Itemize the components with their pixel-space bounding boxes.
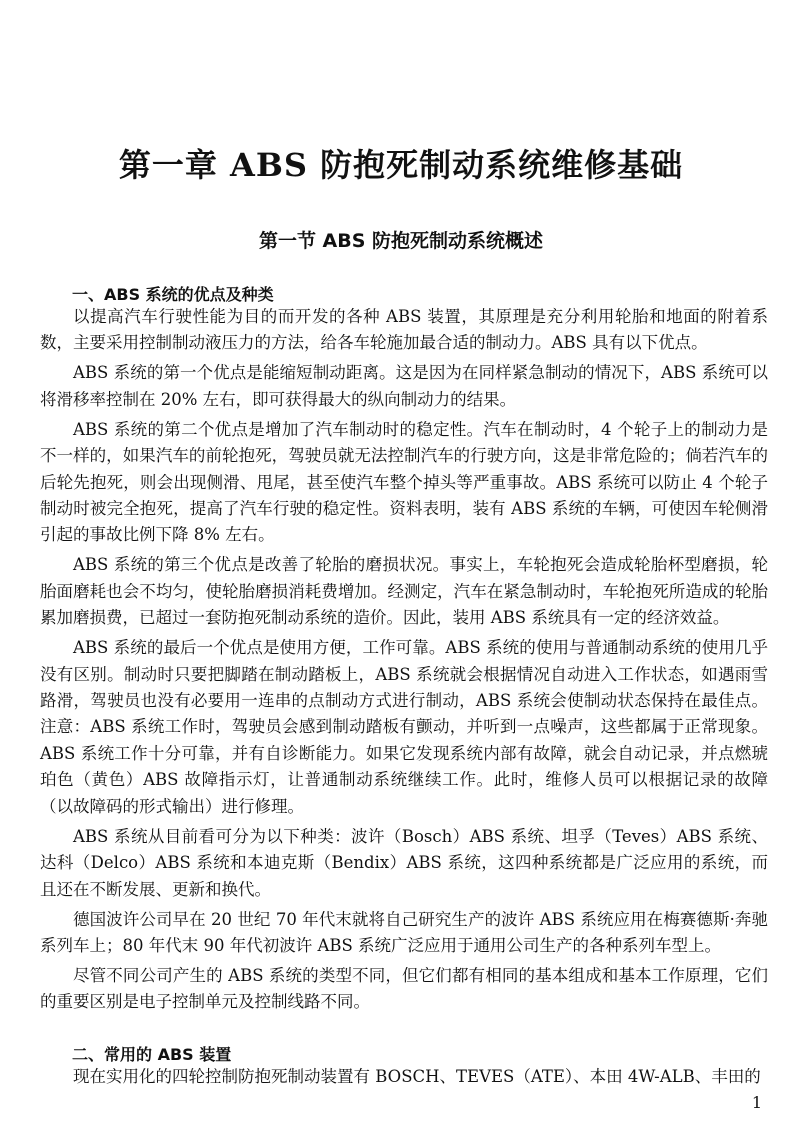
paragraph: ABS 系统的第一个优点是能缩短制动距离。这是因为在同样紧急制动的情况下，ABS 系统可以将滑移率控制在 20% 左右，即可获得最大的纵向制动力的结果。 [40,363,768,409]
paragraph: ABS 系统的最后一个优点是使用方便，工作可靠。ABS 系统的使用与普通制动系统的使用几乎没有区别。制动时只要把脚踏在制动踏板上，ABS 系统就会根据情况自动进入工作状态，如遇雨雪路滑，驾驶员也没有必要用一连串的点制动方式进行制动，ABS 系统会使制动状态保持在最佳点。注意：ABS 系统工作时，驾驶员会感到制动踏板有颤动，并听到一点噪声，这些都属于正常现象。ABS 系统工作十分可靠，并有自诊断能力。如果它发现系统内部有故障，就会自动记录，并点燃琥珀色（黄色）ABS 故障指示灯，让普通制动系统继续工作。此时，维修人员可以根据记录的故障（以故障码的形式输出）进行修理。 [40,638,768,816]
paragraph-continued: 现在实用化的四轮控制防抱死制动装置有 BOSCH、TEVES（ATE）、本田 4W-ALB、丰田的 [73,1067,761,1086]
paragraph: 以提高汽车行驶性能为目的而开发的各种 ABS 装置，其原理是充分利用轮胎和地面的附着系数，主要采用控制制动液压力的方法，给各车轮施加最合适的制动力。ABS 具有以下优点。 [40,307,768,353]
paragraph: ABS 系统从目前看可分为以下种类：波许（Bosch）ABS 系统、坦孚（Teves）ABS 系统、达科（Delco）ABS 系统和本迪克斯（Bendix）ABS 系统，这四种系统都是广泛应用的系统，而且还在不断发展、更新和换代。 [40,826,768,899]
paragraph: 德国波许公司早在 20 世纪 70 年代末就将自己研究生产的波许 ABS 系统应用在梅赛德斯·奔驰系列车上；80 年代末 90 年代初波许 ABS 系统广泛应用于通用公司生产的各种系列车型上。 [40,909,768,955]
section-title: 第一节 ABS 防抱死制动系统概述 [258,230,544,252]
body-text-block [40,304,768,1019]
chapter-title: 第一章 ABS 防抱死制动系统维修基础 [118,146,684,184]
paragraph: 尽管不同公司产生的 ABS 系统的类型不同，但它们都有相同的基本组成和基本工作原理，它们的重要区别是电子控制单元及控制线路不同。 [40,965,768,1012]
paragraph: ABS 系统的第三个优点是改善了轮胎的磨损状况。事实上，车轮抱死会造成轮胎杯型磨损，轮胎面磨耗也会不均匀，使轮胎磨损消耗费增加。经测定，汽车在紧急制动时，车轮抱死所造成的轮胎累加磨损费，已超过一套防抱死制动系统的造价。因此，装用 ABS 系统具有一定的经济效益。 [40,555,768,628]
paragraph: ABS 系统的第二个优点是增加了汽车制动时的稳定性。汽车在制动时，4 个轮子上的制动力是不一样的，如果汽车的前轮抱死，驾驶员就无法控制汽车的行驶方向，这是非常危险的；倘若汽车的后轮先抱死，则会出现侧滑、甩尾，甚至使汽车整个掉头等严重事故。ABS 系统可以防止 4 个轮子制动时被完全抱死，提高了汽车行驶的稳定性。资料表明，装有 ABS 系统的车辆，可使因车轮侧滑引起的事故比例下降 8% 左右。 [40,419,768,545]
subhead-common-abs-devices: 二、常用的 ABS 装置 [72,1045,232,1064]
subhead-advantages-types: 一、ABS 系统的优点及种类 [72,285,274,304]
page-number: 1 [751,1093,762,1112]
